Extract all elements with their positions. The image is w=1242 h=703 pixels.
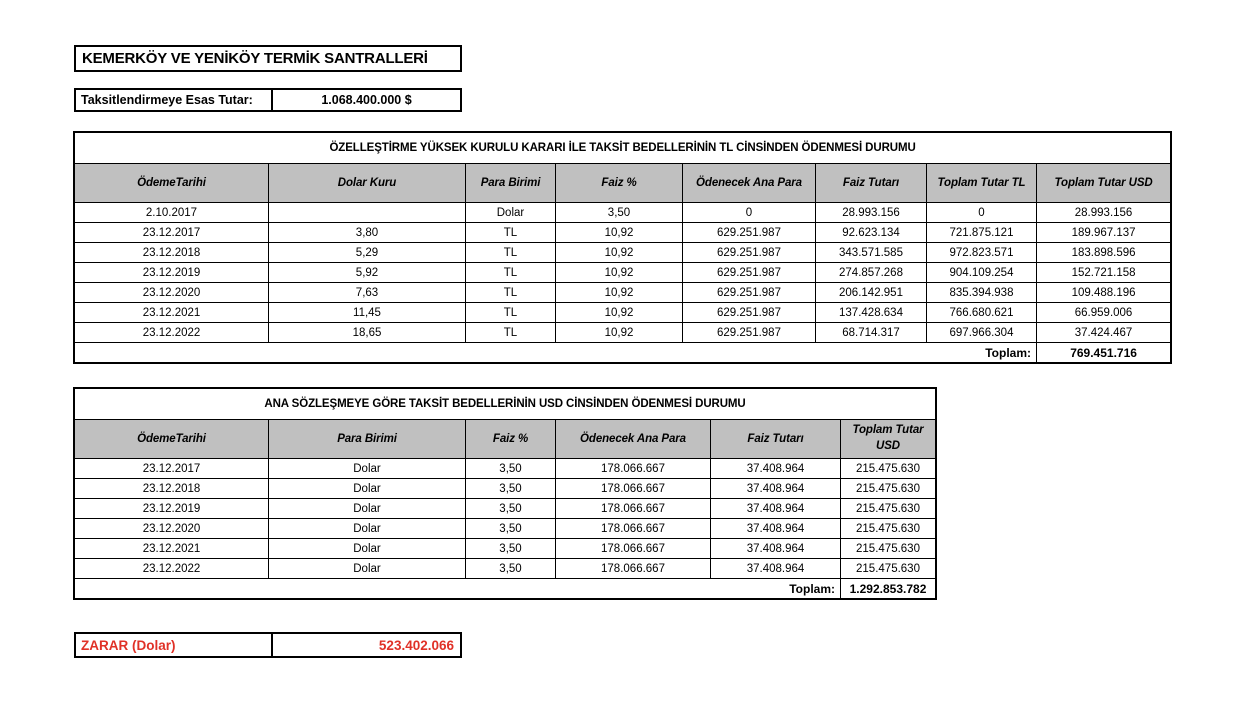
cell-odenecek-ana-para: 178.066.667 bbox=[556, 479, 711, 499]
cell-toplam-tutar-usd: 215.475.630 bbox=[841, 539, 936, 559]
cell-para-birimi: Dolar bbox=[269, 479, 466, 499]
cell-odenecek-ana-para: 178.066.667 bbox=[556, 559, 711, 579]
cell-odenecek-ana-para: 178.066.667 bbox=[556, 519, 711, 539]
cell-dolar-kuru: 5,92 bbox=[269, 263, 466, 283]
cell-faiz-yuzde: 3,50 bbox=[466, 519, 556, 539]
cell-odenecek-ana-para: 178.066.667 bbox=[556, 459, 711, 479]
cell-toplam-tutar-usd: 189.967.137 bbox=[1037, 223, 1171, 243]
cell-para-birimi: Dolar bbox=[269, 539, 466, 559]
table-tl-header-row bbox=[75, 164, 1171, 203]
cell-faiz-yuzde: 3,50 bbox=[556, 203, 683, 223]
cell-odeme-tarihi: 23.12.2019 bbox=[75, 499, 269, 519]
cell-odenecek-ana-para: 0 bbox=[683, 203, 816, 223]
col-header-faiz-yuzde: Faiz % bbox=[556, 164, 683, 203]
table-row bbox=[75, 303, 1171, 323]
page-title: KEMERKÖY VE YENİKÖY TERMİK SANTRALLERİ bbox=[74, 45, 462, 72]
table-row bbox=[75, 519, 936, 539]
cell-toplam-tutar-usd: 215.475.630 bbox=[841, 499, 936, 519]
total-label: Toplam: bbox=[75, 579, 841, 599]
table-tl-caption: ÖZELLEŞTİRME YÜKSEK KURULU KARARI İLE TAKSİT BEDELLERİNİN TL CİNSİNDEN ÖDENMESİ DURUMU bbox=[75, 133, 1171, 164]
cell-odenecek-ana-para: 178.066.667 bbox=[556, 499, 711, 519]
col-header-toplam-tutar-usd: Toplam Tutar USD bbox=[841, 420, 936, 459]
cell-odeme-tarihi: 23.12.2020 bbox=[75, 283, 269, 303]
cell-faiz-tutari: 206.142.951 bbox=[816, 283, 927, 303]
total-value: 1.292.853.782 bbox=[841, 579, 936, 599]
cell-odenecek-ana-para: 629.251.987 bbox=[683, 263, 816, 283]
cell-toplam-tutar-usd: 152.721.158 bbox=[1037, 263, 1171, 283]
cell-faiz-tutari: 92.623.134 bbox=[816, 223, 927, 243]
col-header-para-birimi: Para Birimi bbox=[466, 164, 556, 203]
cell-toplam-tutar-tl: 904.109.254 bbox=[927, 263, 1037, 283]
col-header-faiz-yuzde: Faiz % bbox=[466, 420, 556, 459]
cell-para-birimi: Dolar bbox=[466, 203, 556, 223]
cell-dolar-kuru: 7,63 bbox=[269, 283, 466, 303]
cell-para-birimi: Dolar bbox=[269, 499, 466, 519]
cell-faiz-tutari: 343.571.585 bbox=[816, 243, 927, 263]
total-value: 769.451.716 bbox=[1037, 343, 1171, 363]
cell-odeme-tarihi: 23.12.2017 bbox=[75, 223, 269, 243]
total-label: Toplam: bbox=[75, 343, 1037, 363]
cell-faiz-tutari: 37.408.964 bbox=[711, 539, 841, 559]
table-row bbox=[75, 283, 1171, 303]
cell-faiz-tutari: 137.428.634 bbox=[816, 303, 927, 323]
loss-value: 523.402.066 bbox=[272, 632, 462, 658]
col-header-odenecek-ana-para: Ödenecek Ana Para bbox=[683, 164, 816, 203]
cell-odenecek-ana-para: 629.251.987 bbox=[683, 323, 816, 343]
cell-para-birimi: TL bbox=[466, 243, 556, 263]
table-row bbox=[75, 539, 936, 559]
cell-faiz-yuzde: 10,92 bbox=[556, 303, 683, 323]
col-header-odenecek-ana-para: Ödenecek Ana Para bbox=[556, 420, 711, 459]
cell-odeme-tarihi: 23.12.2018 bbox=[75, 243, 269, 263]
col-header-toplam-tutar-tl: Toplam Tutar TL bbox=[927, 164, 1037, 203]
cell-toplam-tutar-tl: 697.966.304 bbox=[927, 323, 1037, 343]
cell-toplam-tutar-usd: 66.959.006 bbox=[1037, 303, 1171, 323]
cell-odenecek-ana-para: 178.066.667 bbox=[556, 539, 711, 559]
cell-faiz-yuzde: 3,50 bbox=[466, 559, 556, 579]
cell-toplam-tutar-usd: 109.488.196 bbox=[1037, 283, 1171, 303]
col-header-para-birimi: Para Birimi bbox=[269, 420, 466, 459]
table-tl-payments bbox=[74, 132, 1171, 363]
table-row bbox=[75, 459, 936, 479]
cell-faiz-tutari: 68.714.317 bbox=[816, 323, 927, 343]
cell-faiz-tutari: 37.408.964 bbox=[711, 479, 841, 499]
cell-faiz-yuzde: 10,92 bbox=[556, 323, 683, 343]
cell-faiz-yuzde: 3,50 bbox=[466, 499, 556, 519]
cell-faiz-tutari: 274.857.268 bbox=[816, 263, 927, 283]
table-row bbox=[75, 263, 1171, 283]
cell-toplam-tutar-usd: 215.475.630 bbox=[841, 519, 936, 539]
cell-faiz-yuzde: 10,92 bbox=[556, 243, 683, 263]
cell-odeme-tarihi: 23.12.2022 bbox=[75, 323, 269, 343]
cell-toplam-tutar-usd: 183.898.596 bbox=[1037, 243, 1171, 263]
cell-para-birimi: TL bbox=[466, 323, 556, 343]
cell-toplam-tutar-usd: 28.993.156 bbox=[1037, 203, 1171, 223]
cell-dolar-kuru bbox=[269, 203, 466, 223]
cell-faiz-tutari: 37.408.964 bbox=[711, 459, 841, 479]
cell-odeme-tarihi: 2.10.2017 bbox=[75, 203, 269, 223]
cell-odeme-tarihi: 23.12.2022 bbox=[75, 559, 269, 579]
cell-toplam-tutar-tl: 721.875.121 bbox=[927, 223, 1037, 243]
cell-odeme-tarihi: 23.12.2017 bbox=[75, 459, 269, 479]
cell-odenecek-ana-para: 629.251.987 bbox=[683, 223, 816, 243]
cell-faiz-yuzde: 10,92 bbox=[556, 283, 683, 303]
col-header-faiz-tutari: Faiz Tutarı bbox=[711, 420, 841, 459]
table-usd-total-row bbox=[75, 579, 936, 599]
table-row bbox=[75, 223, 1171, 243]
cell-toplam-tutar-usd: 215.475.630 bbox=[841, 559, 936, 579]
table-usd-caption: ANA SÖZLEŞMEYE GÖRE TAKSİT BEDELLERİNİN USD CİNSİNDEN ÖDENMESİ DURUMU bbox=[75, 389, 936, 420]
cell-faiz-tutari: 37.408.964 bbox=[711, 559, 841, 579]
col-header-odeme-tarihi: ÖdemeTarihi bbox=[75, 164, 269, 203]
col-header-faiz-tutari: Faiz Tutarı bbox=[816, 164, 927, 203]
cell-faiz-tutari: 28.993.156 bbox=[816, 203, 927, 223]
cell-para-birimi: Dolar bbox=[269, 559, 466, 579]
cell-odeme-tarihi: 23.12.2018 bbox=[75, 479, 269, 499]
cell-para-birimi: Dolar bbox=[269, 519, 466, 539]
cell-faiz-yuzde: 3,50 bbox=[466, 479, 556, 499]
col-header-toplam-tutar-usd: Toplam Tutar USD bbox=[1037, 164, 1171, 203]
loss-label: ZARAR (Dolar) bbox=[74, 632, 272, 658]
cell-dolar-kuru: 5,29 bbox=[269, 243, 466, 263]
base-amount-label: Taksitlendirmeye Esas Tutar: bbox=[74, 88, 272, 112]
table-row bbox=[75, 203, 1171, 223]
cell-odeme-tarihi: 23.12.2021 bbox=[75, 539, 269, 559]
cell-odeme-tarihi: 23.12.2020 bbox=[75, 519, 269, 539]
loss-row bbox=[74, 632, 462, 658]
cell-para-birimi: TL bbox=[466, 303, 556, 323]
cell-toplam-tutar-tl: 835.394.938 bbox=[927, 283, 1037, 303]
col-header-dolar-kuru: Dolar Kuru bbox=[269, 164, 466, 203]
cell-toplam-tutar-tl: 972.823.571 bbox=[927, 243, 1037, 263]
table-row bbox=[75, 479, 936, 499]
cell-toplam-tutar-usd: 215.475.630 bbox=[841, 459, 936, 479]
cell-dolar-kuru: 3,80 bbox=[269, 223, 466, 243]
cell-odeme-tarihi: 23.12.2019 bbox=[75, 263, 269, 283]
cell-faiz-tutari: 37.408.964 bbox=[711, 499, 841, 519]
base-amount-row bbox=[74, 88, 462, 112]
cell-dolar-kuru: 18,65 bbox=[269, 323, 466, 343]
col-header-odeme-tarihi: ÖdemeTarihi bbox=[75, 420, 269, 459]
cell-faiz-yuzde: 10,92 bbox=[556, 223, 683, 243]
table-usd-header-row bbox=[75, 420, 936, 459]
cell-para-birimi: TL bbox=[466, 283, 556, 303]
cell-faiz-yuzde: 3,50 bbox=[466, 539, 556, 559]
table-row bbox=[75, 499, 936, 519]
cell-dolar-kuru: 11,45 bbox=[269, 303, 466, 323]
base-amount-value: 1.068.400.000 $ bbox=[272, 88, 462, 112]
cell-faiz-tutari: 37.408.964 bbox=[711, 519, 841, 539]
cell-toplam-tutar-tl: 766.680.621 bbox=[927, 303, 1037, 323]
table-usd-payments bbox=[74, 388, 936, 599]
cell-toplam-tutar-usd: 37.424.467 bbox=[1037, 323, 1171, 343]
table-row bbox=[75, 323, 1171, 343]
cell-toplam-tutar-tl: 0 bbox=[927, 203, 1037, 223]
cell-odenecek-ana-para: 629.251.987 bbox=[683, 243, 816, 263]
cell-odenecek-ana-para: 629.251.987 bbox=[683, 303, 816, 323]
cell-para-birimi: Dolar bbox=[269, 459, 466, 479]
table-tl-total-row bbox=[75, 343, 1171, 363]
cell-toplam-tutar-usd: 215.475.630 bbox=[841, 479, 936, 499]
cell-para-birimi: TL bbox=[466, 263, 556, 283]
table-row bbox=[75, 243, 1171, 263]
cell-para-birimi: TL bbox=[466, 223, 556, 243]
cell-odenecek-ana-para: 629.251.987 bbox=[683, 283, 816, 303]
table-row bbox=[75, 559, 936, 579]
cell-odeme-tarihi: 23.12.2021 bbox=[75, 303, 269, 323]
cell-faiz-yuzde: 3,50 bbox=[466, 459, 556, 479]
cell-faiz-yuzde: 10,92 bbox=[556, 263, 683, 283]
